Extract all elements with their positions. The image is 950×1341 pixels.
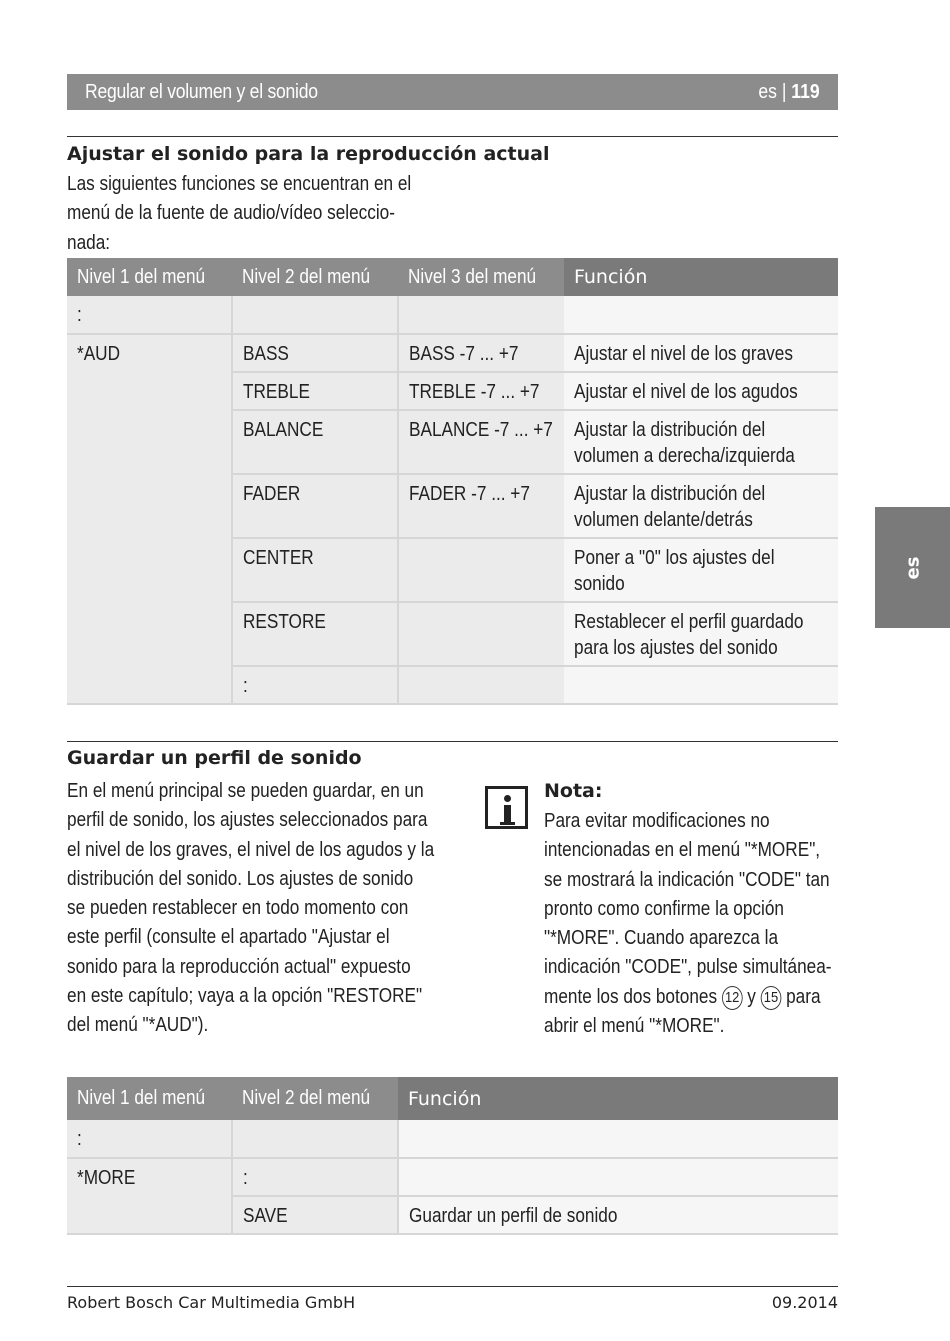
table-header: Nivel 1 del menú	[67, 1077, 232, 1120]
table-cell: TREBLE -7 ... +7	[398, 372, 564, 410]
table-cell: Guardar un perfil de sonido	[398, 1196, 838, 1234]
header-title: Regular el volumen y el sonido	[85, 80, 318, 103]
table-cell: :	[67, 296, 232, 334]
info-icon	[485, 786, 528, 829]
table-cell: Ajustar el nivel de los graves	[564, 334, 838, 372]
table-header: Nivel 2 del menú	[232, 1077, 398, 1120]
sound-menu-table	[67, 258, 838, 705]
table-header: Función	[564, 258, 838, 296]
table-row	[67, 296, 838, 334]
divider	[67, 741, 838, 742]
table-cell: BALANCE -7 ... +7	[398, 410, 564, 474]
section-body: En el menú principal se pueden guardar, en un perfil de sonido, los ajustes seleccionados para el nivel de los graves, el nivel de los agudos y la distribución del sonido. Los ajustes de sonido se pueden restablecer en todo momento con este perfil (consulte el apartado "Ajustar el sonido para la reproducción actual" expuesto en este capítulo; vaya a la opción "RESTORE" del menú "*AUD").	[67, 780, 435, 1037]
table-cell	[398, 538, 564, 602]
table-cell	[398, 602, 564, 666]
table-cell	[232, 1120, 398, 1158]
section-title-save-profile: Guardar un perfil de sonido	[67, 747, 362, 769]
footer-date: 09.2014	[771, 1293, 838, 1312]
table-cell: Restablecer el perfil guardado para los ajustes del sonido	[564, 602, 838, 666]
table-cell: CENTER	[232, 538, 398, 602]
table-cell: BASS -7 ... +7	[398, 334, 564, 372]
table-row	[67, 1158, 838, 1196]
note-title: Nota:	[544, 780, 603, 802]
section-intro: Las siguientes funciones se encuentran en el menú de la fuente de audio/vídeo seleccio- nada:	[67, 173, 412, 254]
table-cell: SAVE	[232, 1196, 398, 1234]
table-header: Función	[398, 1077, 838, 1120]
table-cell: FADER	[232, 474, 398, 538]
table-cell	[398, 1120, 838, 1158]
table-cell: Ajustar la distribución del volumen delante/detrás	[564, 474, 838, 538]
table-cell: Poner a "0" los ajustes del sonido	[564, 538, 838, 602]
page-number: es | 119	[758, 80, 820, 103]
footer-divider	[67, 1286, 838, 1287]
table-cell: TREBLE	[232, 372, 398, 410]
table-header-row	[67, 1077, 838, 1120]
table-cell: BASS	[232, 334, 398, 372]
table-cell	[398, 666, 564, 704]
divider	[67, 136, 838, 137]
table-cell: Ajustar el nivel de los agudos	[564, 372, 838, 410]
table-header-row	[67, 258, 838, 296]
table-row	[67, 1120, 838, 1158]
table-cell	[398, 1158, 838, 1196]
footer-company: Robert Bosch Car Multimedia GmbH	[67, 1293, 356, 1312]
table-header: Nivel 2 del menú	[232, 258, 398, 296]
language-tab: es	[875, 507, 950, 628]
page-header	[67, 74, 838, 110]
button-15-icon: 15	[761, 986, 782, 1010]
table-cell	[232, 296, 398, 334]
button-12-icon: 12	[722, 986, 743, 1010]
table-header: Nivel 1 del menú	[67, 258, 232, 296]
note-body: Para evitar modificaciones no intencionadas en el menú "*MORE", se mostrará la indicación "CODE" tan pronto como confirme la opción "*MORE". Cuando aparezca la indicación "CODE", pulse simultánea- mente los dos botones 12 y 15 para abrir el menú "*MORE".	[544, 810, 832, 1038]
table-cell: FADER -7 ... +7	[398, 474, 564, 538]
table-cell: :	[232, 1158, 398, 1196]
table-cell: RESTORE	[232, 602, 398, 666]
table-cell	[398, 296, 564, 334]
table-row	[67, 334, 838, 372]
table-header: Nivel 3 del menú	[398, 258, 564, 296]
more-menu-table	[67, 1077, 838, 1235]
table-cell: :	[232, 666, 398, 704]
table-cell	[564, 666, 838, 704]
menu-level1-more: *MORE	[67, 1158, 232, 1234]
table-cell	[564, 296, 838, 334]
menu-level1-aud: *AUD	[67, 334, 232, 704]
section-title-adjust-sound: Ajustar el sonido para la reproducción actual	[67, 143, 550, 165]
table-cell: Ajustar la distribución del volumen a derecha/izquierda	[564, 410, 838, 474]
table-cell: BALANCE	[232, 410, 398, 474]
table-cell: :	[67, 1120, 232, 1158]
